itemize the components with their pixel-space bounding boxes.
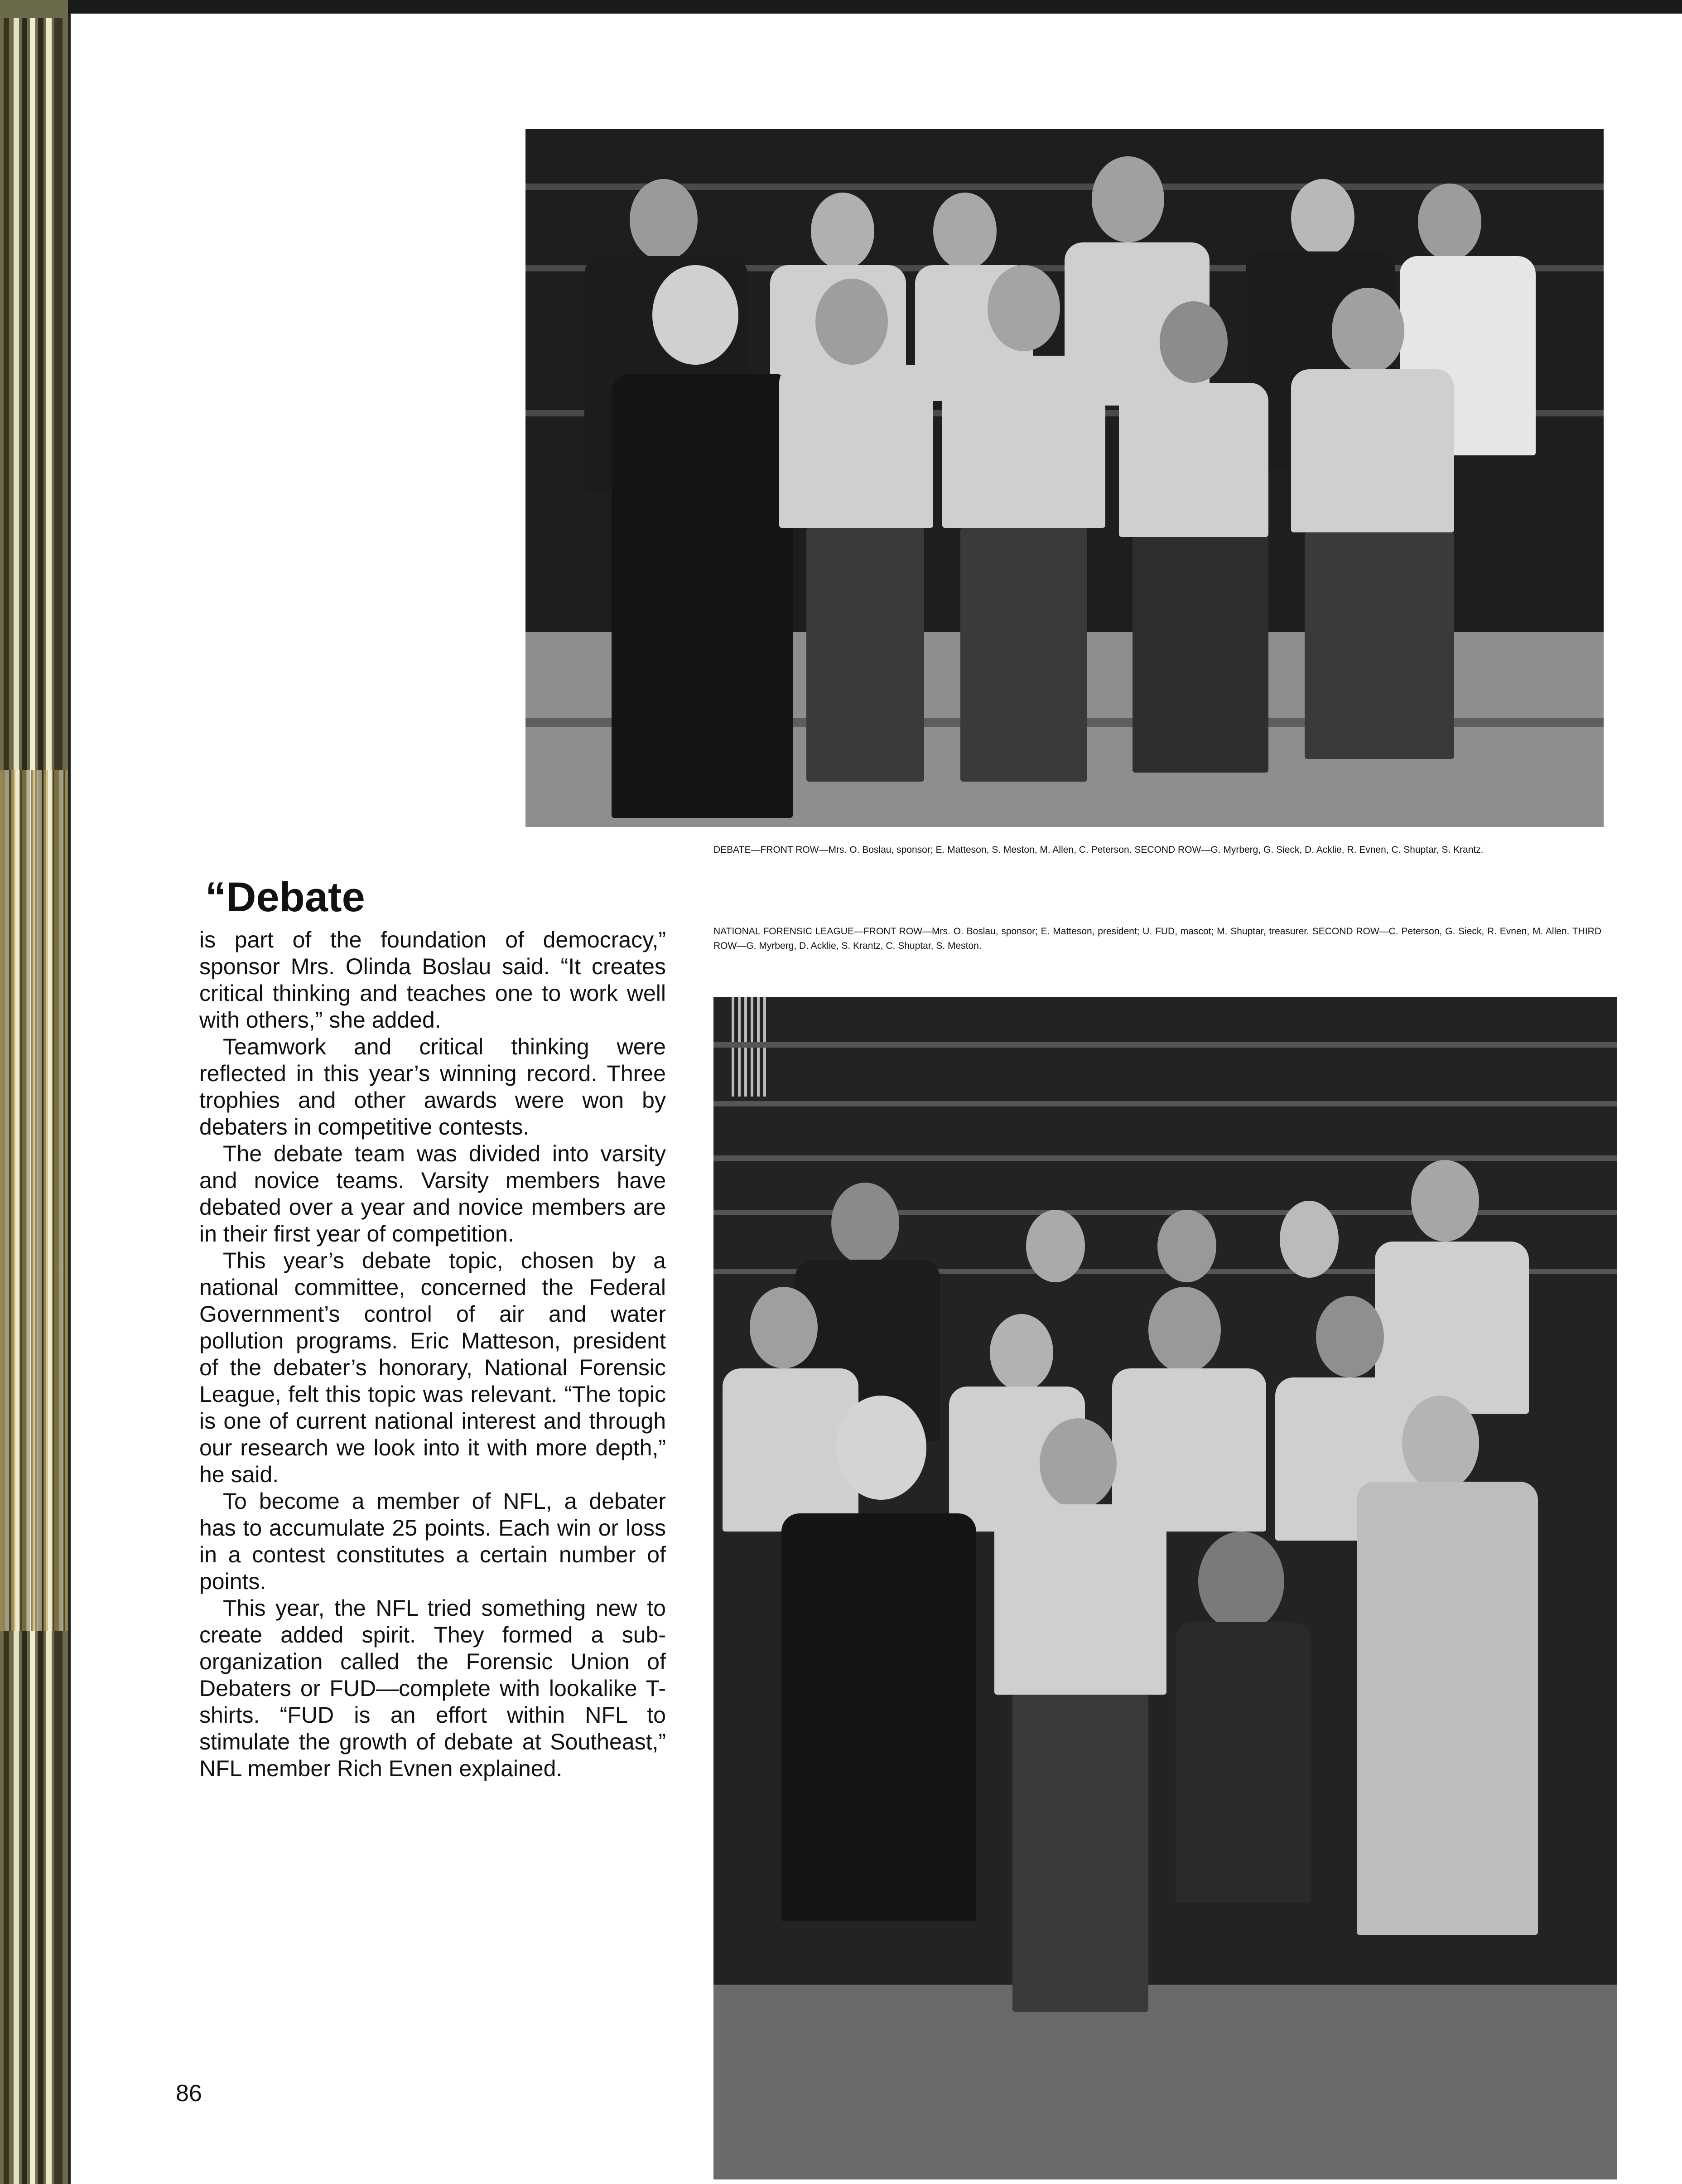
- person-head: [1402, 1396, 1479, 1491]
- person-legs: [960, 528, 1087, 782]
- person-legs: [1012, 1695, 1148, 2012]
- article-paragraph: The debate team was divided into varsity and novice teams. Varsity members have debated over a year and novice members are in their first year of competition.: [199, 1141, 666, 1247]
- gilded-page-edge: [0, 770, 68, 1631]
- person-legs: [1133, 537, 1268, 773]
- nfl-photo-caption: NATIONAL FORENSIC LEAGUE—FRONT ROW—Mrs. O. Boslau, sponsor; E. Matteson, president; U. FUD, mascot; M. Shuptar, treasurer. SECOND ROW—C. Peterson, G. Sieck, R. Evnen, M. Allen. THIRD ROW—G. Myrberg, D. Acklie, S. Krantz, C. Shuptar, S. Meston.: [713, 926, 1601, 951]
- scan-top-edge: [0, 0, 1682, 14]
- article-paragraph: is part of the foundation of democracy,” sponsor Mrs. Olinda Boslau said. “It creates critical thinking and teaches one to work well with others,” she added.: [199, 927, 666, 1033]
- person-head: [836, 1396, 926, 1500]
- person-body: [779, 365, 933, 528]
- bleacher-row: [713, 1042, 1617, 1048]
- gym-floor: [713, 1985, 1617, 2179]
- person-body: [781, 1513, 976, 1921]
- person-body: [1291, 369, 1454, 532]
- nfl-group-photo: [713, 997, 1617, 2179]
- mascot-body: [1176, 1622, 1311, 1903]
- page-border: [68, 14, 71, 2184]
- person-head: [1092, 156, 1164, 242]
- person-body: [1357, 1482, 1538, 1935]
- article-paragraph: This year, the NFL tried something new to create added spirit. They formed a sub-organization called the Forensic Union of Debaters or FUD—complete with lookalike T-shirts. “FUD is an effort within NFL to stimulate the growth of debate at Southeast,” NFL member Rich Evnen explained.: [199, 1595, 666, 1781]
- article-paragraph: This year’s debate topic, chosen by a national committee, concerned the Federal Government’s control of air and water pollution programs. Eric Matteson, president of the debater’s honorary, National Forensic League, felt this topic was relevant. “The topic is one of current national interest and through our research we look into it with more depth,” he said.: [199, 1248, 666, 1487]
- person-head: [630, 179, 698, 261]
- bleacher-row: [713, 1101, 1617, 1106]
- person-head: [1411, 1160, 1479, 1242]
- debate-team-photo: [525, 129, 1604, 827]
- article-body: [199, 927, 666, 1782]
- person-head: [1316, 1296, 1384, 1377]
- person-body: [942, 356, 1105, 528]
- person-head: [831, 1183, 899, 1264]
- page-stack-edges: [0, 0, 68, 2184]
- person-head: [811, 193, 874, 270]
- person-head: [1148, 1287, 1221, 1373]
- article-paragraph: Teamwork and critical thinking were reflected in this year’s winning record. Three trophies and other awards were won by debaters in competitive contests.: [199, 1034, 666, 1140]
- person-head: [652, 265, 738, 365]
- person-head: [1026, 1210, 1085, 1282]
- person-head: [1280, 1201, 1339, 1278]
- person-body: [994, 1504, 1166, 1695]
- person-head: [815, 279, 888, 365]
- person-head: [988, 265, 1060, 351]
- person-head: [750, 1287, 818, 1368]
- debate-photo-caption: DEBATE—FRONT ROW—Mrs. O. Boslau, sponsor; E. Matteson, S. Meston, M. Allen, C. Peterson. SECOND ROW—G. Myrberg, G. Sieck, D. Acklie, R. Evnen, C. Shuptar, S. Krantz.: [713, 845, 1484, 855]
- mascot-head: [1198, 1532, 1284, 1631]
- person-head: [1160, 301, 1228, 383]
- person-body: [1119, 383, 1268, 537]
- person-head: [1291, 179, 1354, 256]
- person-head: [1040, 1418, 1117, 1509]
- person-head: [933, 193, 997, 270]
- person-body: [612, 374, 793, 818]
- person-legs: [1305, 532, 1454, 759]
- person-head: [1157, 1210, 1216, 1282]
- page-number: 86: [176, 2080, 202, 2107]
- person-legs: [806, 528, 924, 782]
- article-headline: “Debate: [205, 874, 365, 920]
- person-head: [1418, 184, 1481, 261]
- person-head: [990, 1314, 1053, 1391]
- bleacher-row: [713, 1155, 1617, 1161]
- person-head: [1332, 288, 1404, 374]
- article-paragraph: To become a member of NFL, a debater has to accumulate 25 points. Each win or loss in a contest constitutes a certain number of points.: [199, 1488, 666, 1594]
